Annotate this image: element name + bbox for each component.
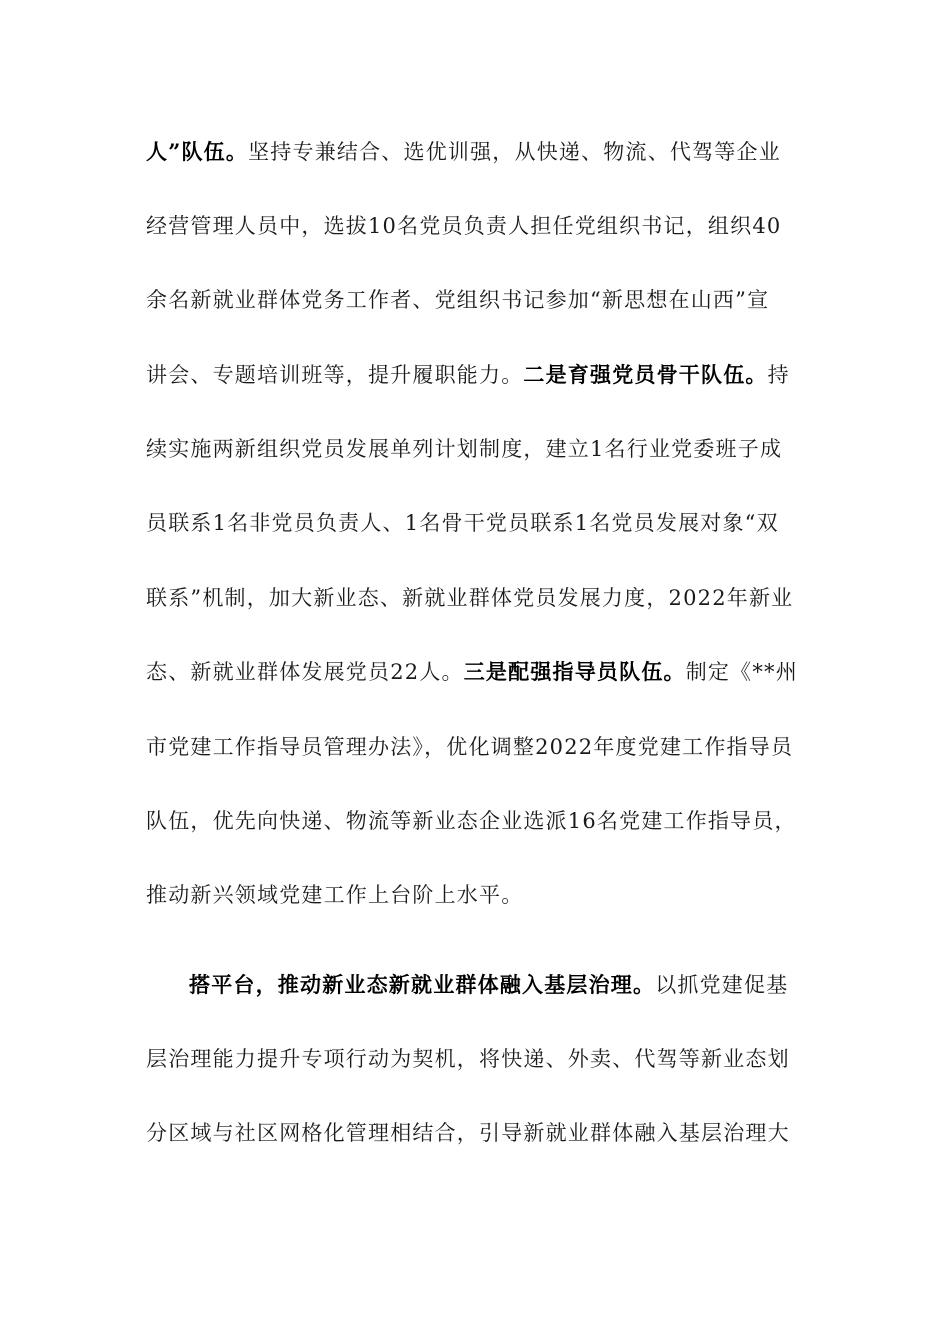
line-segment: 推动新兴领域党建工作上台阶上水平。 bbox=[146, 883, 524, 907]
line-segment: 余名新就业群体党务工作者、党组织书记参加“新思想在山西”宣 bbox=[146, 288, 770, 312]
line-segment: 持 bbox=[767, 363, 790, 387]
line-segment: 制定《**州 bbox=[685, 660, 798, 684]
paragraph-line-13 bbox=[146, 1045, 806, 1073]
paragraph-line-5 bbox=[146, 435, 806, 463]
line-segment: 续实施两新组织党员发展单列计划制度，建立1名行业党委班子成 bbox=[146, 437, 783, 461]
paragraph-line-8 bbox=[146, 658, 806, 686]
paragraph-line-1 bbox=[146, 138, 806, 166]
paragraph-line-9 bbox=[146, 733, 806, 761]
line-segment: 队伍，优先向快递、物流等新业态企业选派16名党建工作指导员， bbox=[146, 809, 797, 833]
line-segment: 坚持专兼结合、选优训强，从快递、物流、代驾等企业 bbox=[248, 140, 781, 164]
line-segment: 态、新就业群体发展党员22人。 bbox=[146, 660, 464, 684]
line-segment: 以抓党建促基 bbox=[655, 973, 789, 997]
paragraph-line-11 bbox=[146, 881, 806, 909]
line-segment: 二是育强党员骨干队伍。 bbox=[523, 362, 768, 387]
line-segment: 人”队伍。 bbox=[146, 139, 249, 164]
line-segment: 分区域与社区网格化管理相结合，引导新就业群体融入基层治理大 bbox=[146, 1121, 790, 1145]
paragraph-line-12 bbox=[189, 971, 849, 999]
paragraph-line-14 bbox=[146, 1119, 806, 1147]
paragraph-line-3 bbox=[146, 286, 806, 314]
paragraph-line-2 bbox=[146, 212, 806, 240]
line-segment: 市党建工作指导员管理办法》，优化调整2022年度党建工作指导员 bbox=[146, 735, 794, 759]
paragraph-line-10 bbox=[146, 807, 806, 835]
line-segment: 员联系1名非党员负责人、1名骨干党员联系1名党员发展对象“双 bbox=[146, 511, 779, 535]
paragraph-line-7 bbox=[146, 584, 806, 612]
line-segment: 讲会、专题培训班等，提升履职能力。 bbox=[146, 363, 524, 387]
line-segment: 层治理能力提升专项行动为契机，将快递、外卖、代驾等新业态划 bbox=[146, 1047, 790, 1071]
line-segment: 经营管理人员中，选拔10名党员负责人担任党组织书记，组织40 bbox=[146, 214, 782, 238]
line-segment: 搭平台，推动新业态新就业群体融入基层治理。 bbox=[189, 972, 656, 997]
paragraph-line-6 bbox=[146, 509, 806, 537]
paragraph-line-4 bbox=[146, 361, 806, 389]
line-segment: 联系”机制，加大新业态、新就业群体党员发展力度，2022年新业 bbox=[146, 586, 794, 610]
line-segment: 三是配强指导员队伍。 bbox=[463, 659, 686, 684]
